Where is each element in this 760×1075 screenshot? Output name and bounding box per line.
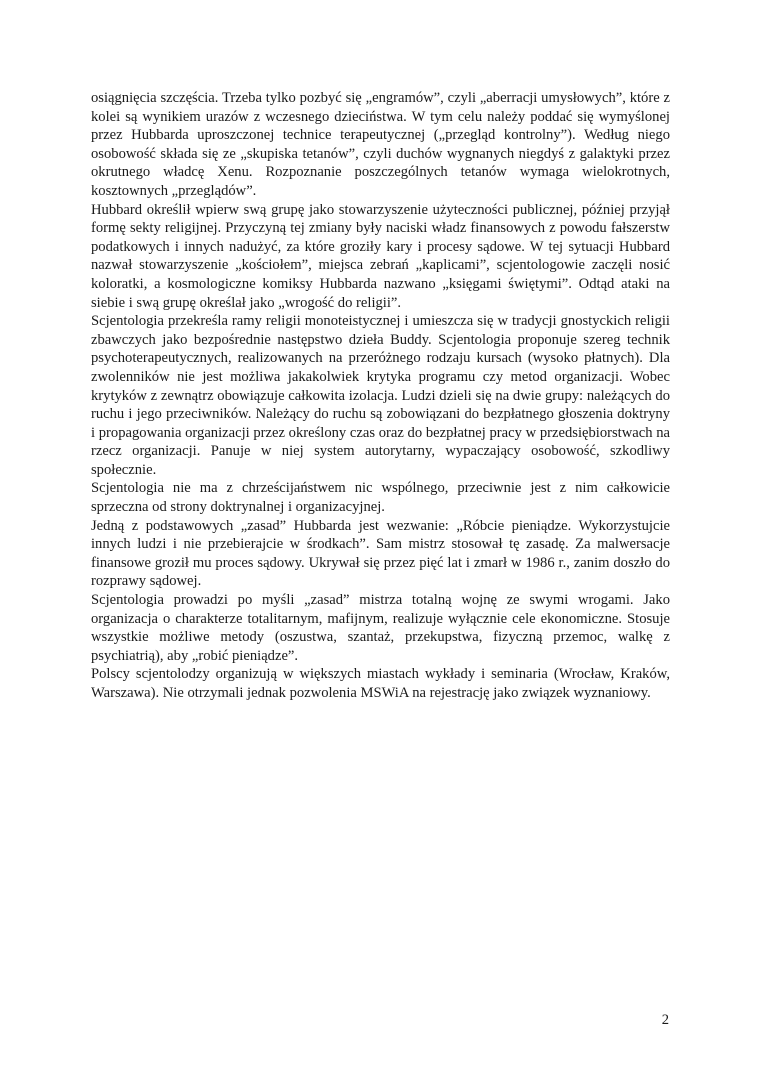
paragraph: Scjentologia nie ma z chrześcijaństwem nic wspólnego, przeciwnie jest z nim całkowicie sprzeczna od strony doktrynalnej i organizacyjnej.: [91, 480, 670, 516]
paragraph: Scjentologia przekreśla ramy religii monoteistycznej i umieszcza się w tradycji gnostyckich religii zbawczych jako bezpośrednie następstwo dzieła Buddy. Scjentologia proponuje szereg technik psychoterapeutycznych, realizowanych na przeróżnego rodzaju kursach (wysoko płatnych). Dla zwolenników nie jest możliwa jakakolwiek krytyka programu czy metod organizacji. Wobec krytyków z zewnątrz obowiązuje całkowita izolacja. Ludzi dzieli się na dwie grupy: należących do ruchu i jego przeciwników. Należący do ruchu są zobowiązani do bezpłatnego głoszenia doktryny i propagowania organizacji przez określony czas oraz do bezpłatnej pracy w przedsiębiorstwach na rzecz organizacji. Panuje w niej system autorytarny, wypaczający osobowość, szkodliwy społecznie.: [91, 313, 670, 478]
paragraph: Jedną z podstawowych „zasad” Hubbarda jest wezwanie: „Róbcie pieniądze. Wykorzystujcie innych ludzi i nie przebierajcie w środkach”. Sam mistrz stosował tę zasadę. Za malwersacje finansowe groził mu proces sądowy. Ukrywał się przez pięć lat i zmarł w 1986 r., zanim doszło do rozprawy sądowej.: [91, 517, 670, 590]
page-number: 2: [661, 1012, 669, 1028]
paragraph: osiągnięcia szczęścia. Trzeba tylko pozbyć się „engramów”, czyli „aberracji umysłowych”, które z kolei są wynikiem urazów z wczesnego dzieciństwa. W tym celu należy poddać się wymyślonej przez Hubbarda uproszczonej technice terapeutycznej („przegląd kontrolny”). Według niego osobowość składa się ze „skupiska tetanów”, czyli duchów wygnanych niegdyś z galaktyki przez okrutnego władcę Xenu. Rozpoznanie poszczególnych tetanów wymaga wielokrotnych, kosztownych „przeglądów”.: [91, 90, 670, 199]
paragraph: Scjentologia prowadzi po myśli „zasad” mistrza totalną wojnę ze swymi wrogami. Jako organizacja o charakterze totalitarnym, mafijnym, realizuje wyłącznie cele ekonomiczne. Stosuje wszystkie możliwe metody (oszustwa, szantaż, przekupstwa, fizyczną przemoc, walkę z psychiatrią), aby „robić pieniądze”.: [91, 592, 670, 664]
body-text: [91, 89, 670, 703]
paragraph: Hubbard określił wpierw swą grupę jako stowarzyszenie użyteczności publicznej, później przyjął formę sekty religijnej. Przyczyną tej zmiany były naciski władz finansowych z powodu fałszerstw podatkowych i innych nadużyć, za które groziły kary i procesy sądowe. W tej sytuacji Hubbard nazwał stowarzyszenie „kościołem”, miejsca zebrań „kaplicami”, scjentologowie zaczęli nosić koloratki, a kosmologiczne komiksy Hubbarda nazwano „księgami świętymi”. Odtąd ataki na siebie i swą grupę określał jako „wrogość do religii”.: [91, 201, 670, 311]
paragraph: Polscy scjentolodzy organizują w większych miastach wykłady i seminaria (Wrocław, Kraków, Warszawa). Nie otrzymali jednak pozwolenia MSWiA na rejestrację jako związek wyznaniowy.: [91, 666, 670, 701]
